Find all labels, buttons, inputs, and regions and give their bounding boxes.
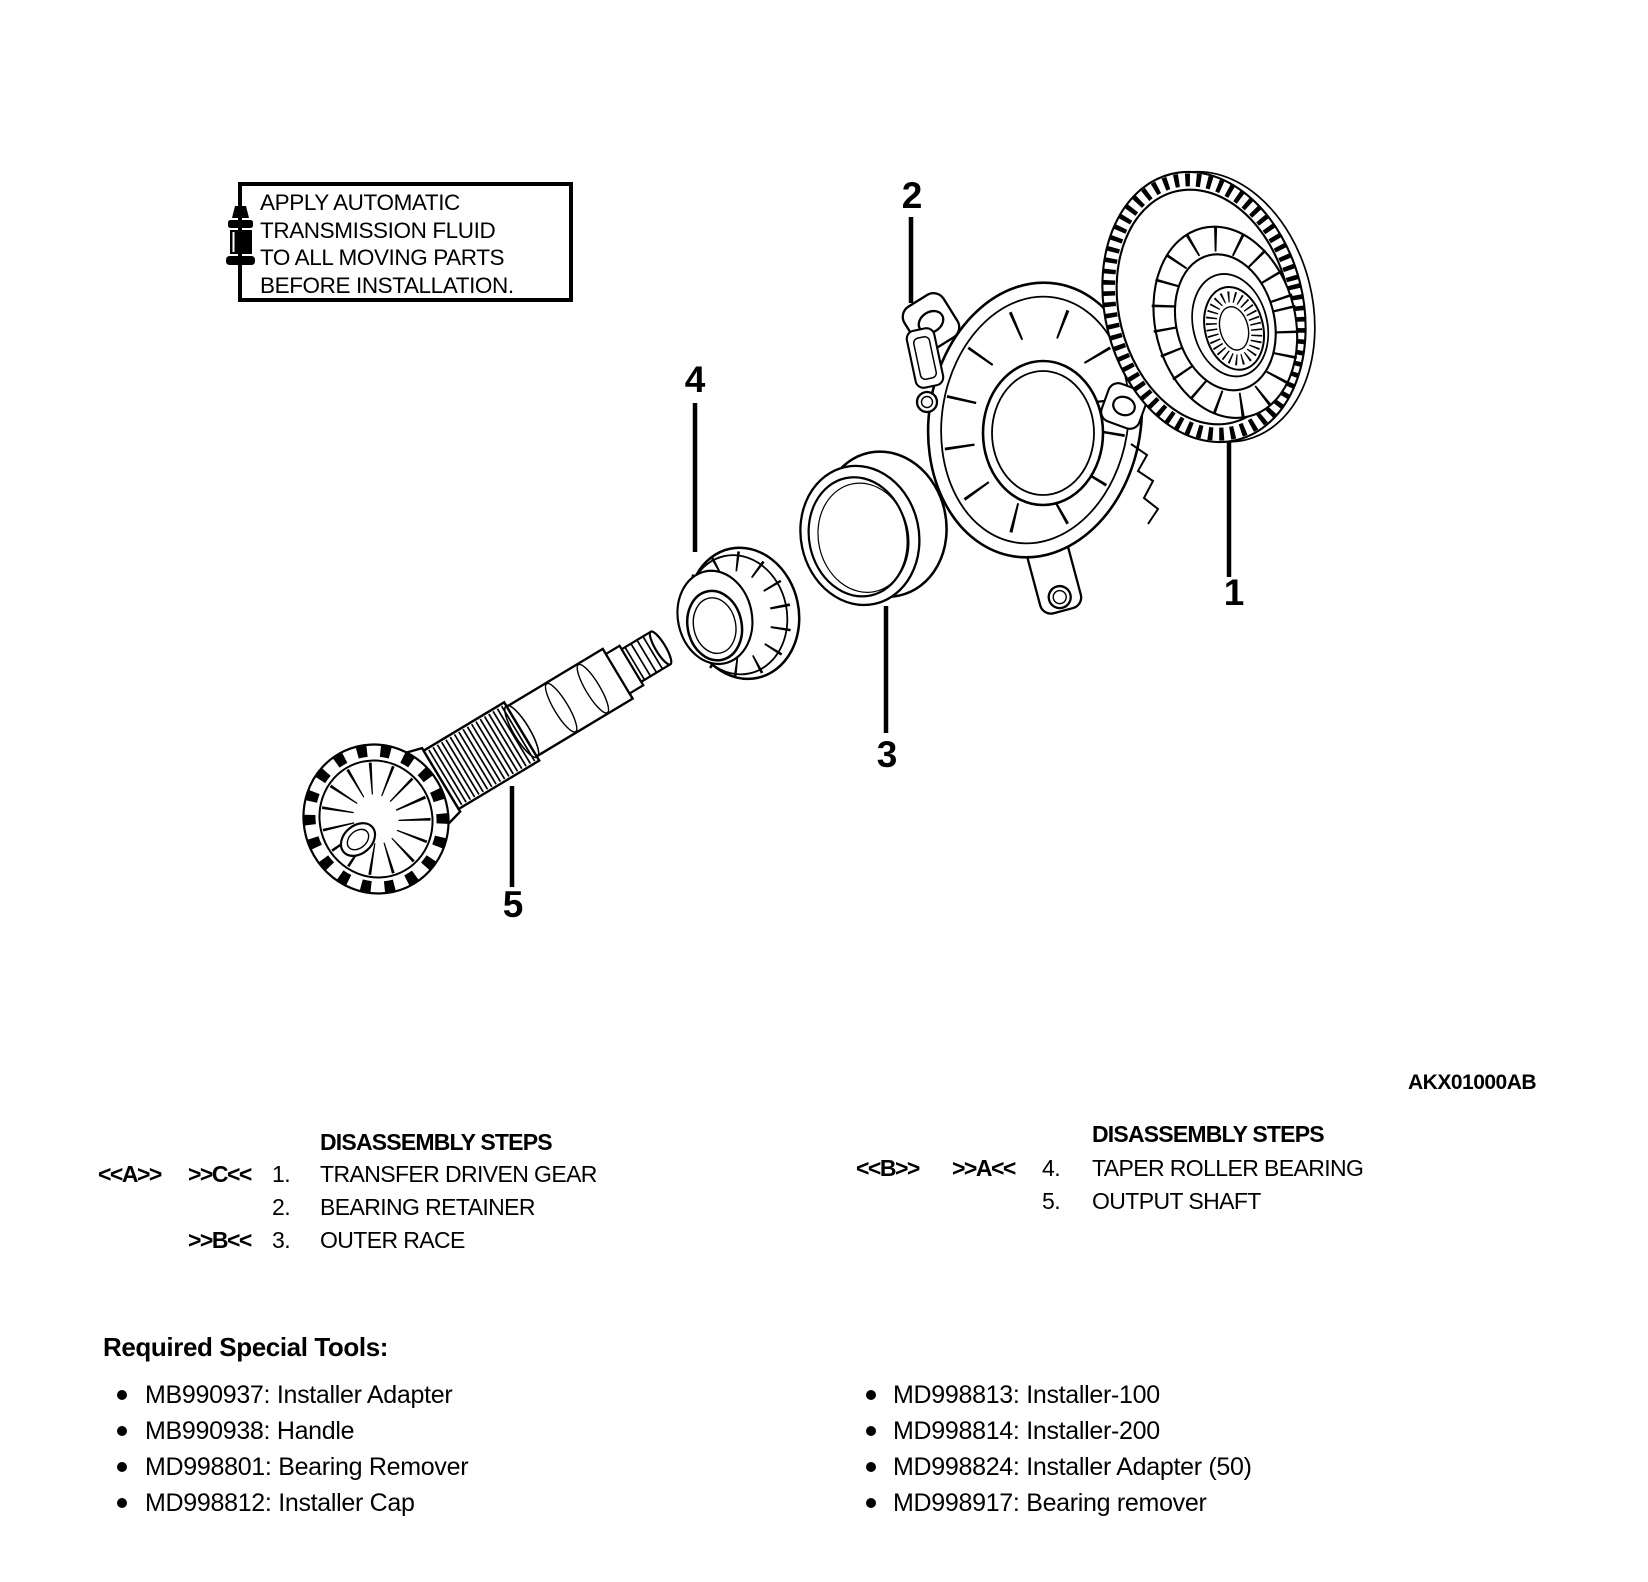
figure-code: AKX01000AB	[1408, 1071, 1537, 1094]
callout-4: 4	[684, 359, 706, 400]
warning-line: BEFORE INSTALLATION.	[260, 272, 514, 298]
bullet-icon	[866, 1426, 876, 1436]
tool-item: MD998814: Installer-200	[893, 1417, 1160, 1445]
warning-text	[260, 189, 514, 299]
bullet-icon	[866, 1390, 876, 1400]
callout-3: 3	[876, 734, 898, 775]
bullet-icon	[866, 1498, 876, 1508]
disassembly-steps-title-right: DISASSEMBLY STEPS	[1092, 1121, 1324, 1147]
bullet-icon	[117, 1498, 127, 1508]
tool-item: MD998917: Bearing remover	[893, 1489, 1207, 1517]
step-label: OUTPUT SHAFT	[1092, 1188, 1261, 1214]
step-marker: >>B<<	[188, 1227, 251, 1253]
disassembly-steps-title-left: DISASSEMBLY STEPS	[320, 1129, 552, 1155]
step-marker: <<B>>	[856, 1155, 919, 1181]
oil-can-icon	[221, 205, 261, 267]
warning-line: TRANSMISSION FLUID	[260, 217, 496, 243]
step-label: TRANSFER DRIVEN GEAR	[320, 1161, 597, 1187]
step-label: BEARING RETAINER	[320, 1194, 535, 1220]
callout-2: 2	[901, 175, 923, 216]
tool-item: MD998812: Installer Cap	[145, 1489, 415, 1517]
step-marker: >>C<<	[188, 1161, 251, 1187]
step-label: TAPER ROLLER BEARING	[1092, 1155, 1364, 1181]
step-number: 1.	[272, 1161, 290, 1187]
bullet-icon	[866, 1462, 876, 1472]
bullet-icon	[117, 1426, 127, 1436]
step-number: 2.	[272, 1194, 290, 1220]
step-number: 4.	[1042, 1155, 1060, 1181]
tool-item: MD998801: Bearing Remover	[145, 1453, 469, 1481]
tools-title: Required Special Tools:	[103, 1332, 389, 1362]
fluid-warning-box	[238, 182, 573, 302]
step-number: 3.	[272, 1227, 290, 1253]
bullet-icon	[117, 1462, 127, 1472]
tool-item: MB990937: Installer Adapter	[145, 1381, 453, 1409]
step-number: 5.	[1042, 1188, 1060, 1214]
step-label: OUTER RACE	[320, 1227, 465, 1253]
callout-5: 5	[502, 884, 524, 925]
bullet-icon	[117, 1390, 127, 1400]
tool-item: MB990938: Handle	[145, 1417, 355, 1445]
step-marker: <<A>>	[98, 1161, 161, 1187]
tool-item: MD998824: Installer Adapter (50)	[893, 1453, 1252, 1481]
taper-roller-bearing-drawing	[665, 537, 811, 691]
step-marker: >>A<<	[952, 1155, 1015, 1181]
callout-1: 1	[1223, 572, 1245, 613]
warning-line: TO ALL MOVING PARTS	[260, 245, 505, 270]
tool-item: MD998813: Installer-100	[893, 1381, 1160, 1409]
warning-line: APPLY AUTOMATIC	[260, 190, 460, 215]
